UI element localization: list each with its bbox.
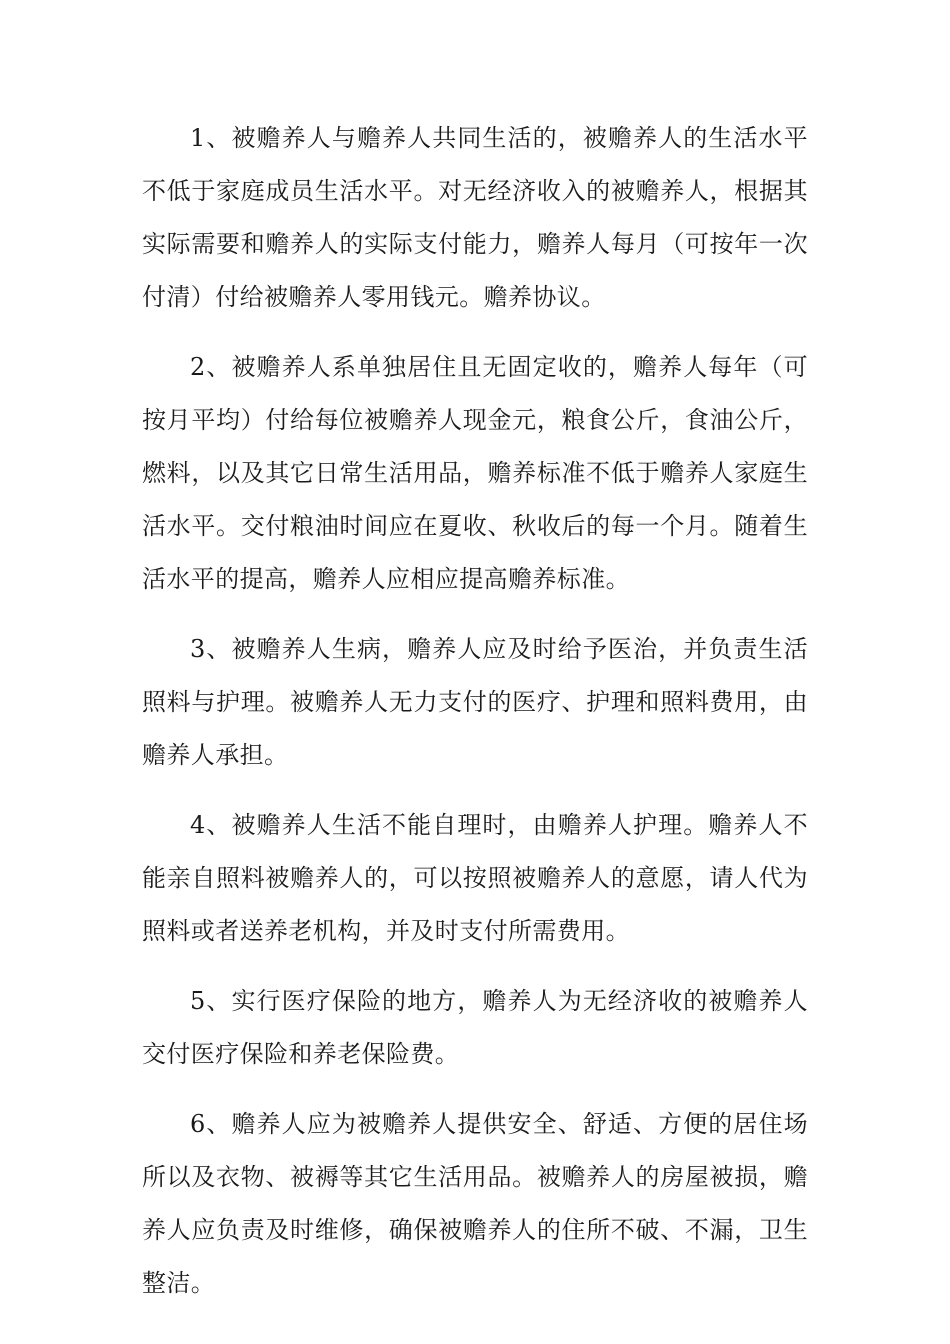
clause-4-paragraph: 4、被赡养人生活不能自理时，由赡养人护理。赡养人不能亲自照料被赡养人的，可以按照被赡养人的意愿，请人代为照料或者送养老机构，并及时支付所需费用。 [142, 811, 808, 945]
clause-5-paragraph: 5、实行医疗保险的地方，赡养人为无经济收的被赡养人交付医疗保险和养老保险费。 [142, 987, 808, 1068]
clause-6-paragraph: 6、赡养人应为被赡养人提供安全、舒适、方便的居住场所以及衣物、被褥等其它生活用品。被赡养人的房屋被损，赡养人应负责及时维修，确保被赡养人的住所不破、不漏，卫生整洁。 [142, 1110, 808, 1297]
clause-1-paragraph: 1、被赡养人与赡养人共同生活的，被赡养人的生活水平不低于家庭成员生活水平。对无经济收入的被赡养人，根据其实际需要和赡养人的实际支付能力，赡养人每月（可按年一次付清）付给被赡养人零用钱元。赡养协议。 [142, 124, 808, 311]
clause-2-paragraph: 2、被赡养人系单独居住且无固定收的，赡养人每年（可按月平均）付给每位被赡养人现金元，粮食公斤，食油公斤，燃料，以及其它日常生活用品，赡养标准不低于赡养人家庭生活水平。交付粮油时间应在夏收、秋收后的每一个月。随着生活水平的提高，赡养人应相应提高赡养标准。 [142, 353, 808, 593]
clause-3-paragraph: 3、被赡养人生病，赡养人应及时给予医治，并负责生活照料与护理。被赡养人无力支付的医疗、护理和照料费用，由赡养人承担。 [142, 635, 808, 769]
document-body [142, 112, 808, 1327]
